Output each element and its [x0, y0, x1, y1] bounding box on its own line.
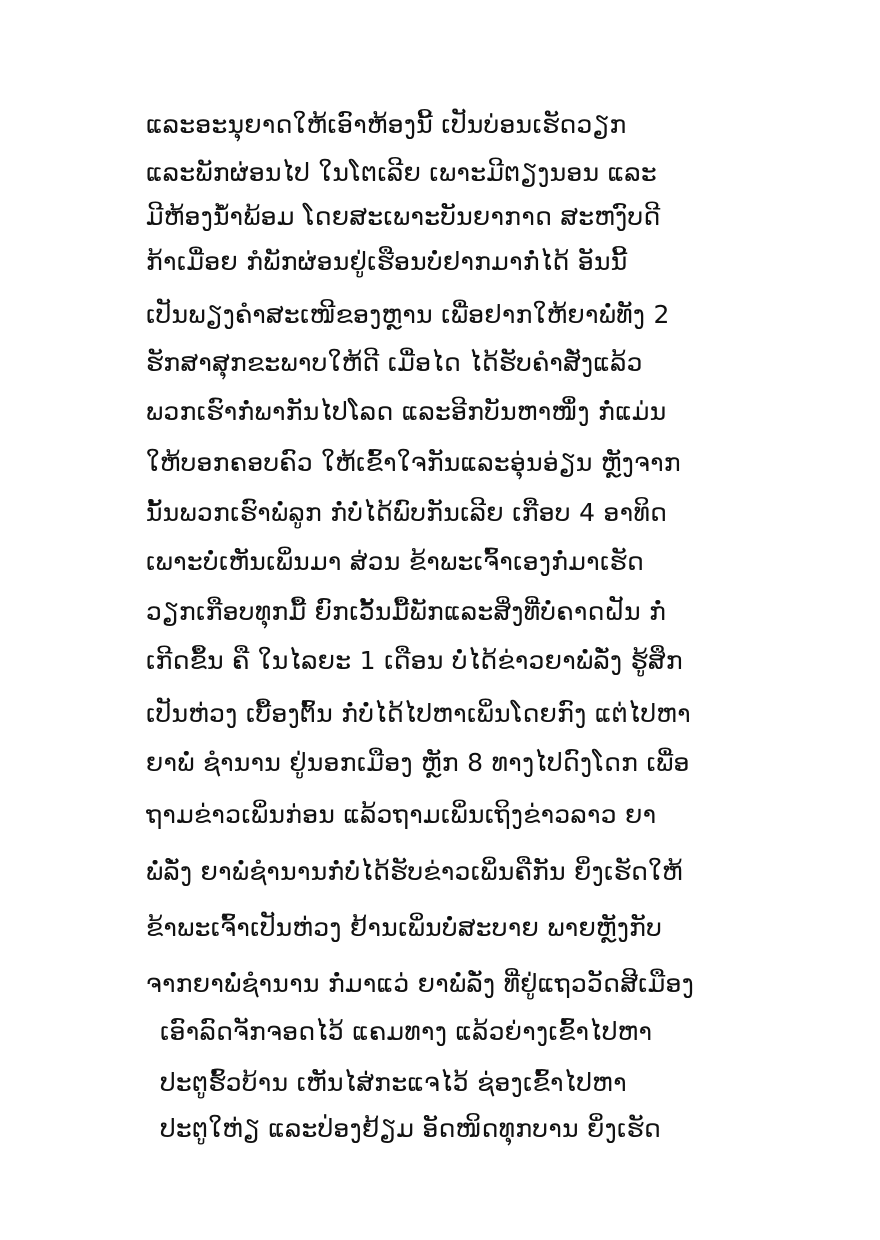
text-line: ພວກເຮົາກໍ່ພາກັນໄປໂລດ ແລະອີກບັນຫາໜຶ່ງ ກໍ່ແມ່ນ: [146, 397, 667, 426]
text-line: ເອົາລົດຈັກຈອດໄວ້ ແຄມທາງ ແລ້ວຍ່າງເຂົ້າໄປຫາ: [160, 1017, 653, 1046]
text-line: ຈາກຍາພໍ່ຊຳນານ ກໍ່ມາແວ່ ຍາພໍ່ລັ່ງ ທີ່ຢູ່ແຖວວັດສີເມືອງ: [146, 969, 695, 998]
text-line: ຍາພໍ່ ຊຳນານ ຢູ່ນອກເມືອງ ຫຼັກ 8 ທາງໄປດົງໂດກ ເພື່ອ: [146, 748, 690, 777]
text-line: ຖາມຂ່າວເພິ່ນກ່ອນ ແລ້ວຖາມເພິ່ນເຖິງຂ່າວລາວ ຍາ: [146, 800, 657, 829]
text-line: ແລະອະນຸຍາດໃຫ້ເອົາຫ້ອງນີ້ ເປັນບ່ອນເຮັດວຽກ: [146, 110, 627, 139]
text-line: ຮັກສາສຸກຂະພາບໃຫ້ດີ ເມື່ອໄດ ໄດ້ຮັບຄຳສັ່ງແລ້ວ: [146, 348, 643, 377]
text-line: ໃຫ້ບອກຄອບຄົວ ໃຫ້ເຂົ້າໃຈກັນແລະອຸ່ນອ່ຽນ ຫຼັງຈາກ: [146, 448, 681, 477]
text-line: ຂ້າພະເຈົ້າເປັນຫ່ວງ ຢ້ານເພິ່ນບໍ່ສະບາຍ ພາຍຫຼັງກັບ: [146, 913, 663, 942]
text-line: ເພາະບໍ່ເຫັນເພິ່ນມາ ສ່ວນ ຂ້າພະເຈົ້າເອງກໍ່ມາເຮັດ: [146, 547, 645, 576]
text-line: ເກີດຂຶ້ນ ຄື ໃນໄລຍະ 1 ເດືອນ ບໍ່ໄດ້ຂ່າວຍາພໍ່ລັ່ງ ຮູ້ສຶກ: [146, 646, 683, 675]
text-line: ເປັນຫ່ວງ ເບື້ອງຕົ້ນ ກໍ່ບໍ່ໄດ້ໄປຫາເພິ່ນໂດຍກົງ ແຕ່ໄປຫາ: [146, 699, 691, 728]
text-line: ວຽກເກືອບທຸກມື້ ຍົກເວັ້ນມື້ພັກແລະສິ່ງທີ່ບໍ່ຄາດຝັນ ກໍ່: [146, 597, 667, 626]
text-line: ນັ້ນພວກເຮົາພໍ່ລູກ ກໍ່ບໍ່ໄດ້ພົບກັນເລີຍ ເກືອບ 4 ອາທິດ: [146, 498, 668, 527]
text-line: ປະຕູຮົ້ວບ້ານ ເຫັນໄສ່ກະແຈໄວ້ ຊ່ອງເຂົ້າໄປຫາ: [160, 1068, 627, 1097]
text-line: ແລະພັກຜ່ອນໄປ ໃນໂຕເລີຍ ເພາະມີຕຽງນອນ ແລະ: [146, 158, 658, 187]
text-line: ກ້າເມື່ອຍ ກໍພັກຜ່ອນຢູ່ເຮືອນບໍ່ຢາກມາກໍ່ໄດ້ ອັນນີ້: [146, 247, 628, 276]
text-line: ມີຫ້ອງນ້ຳພ້ອມ ໂດຍສະເພາະບັນຍາກາດ ສະຫງົບດີ: [146, 202, 661, 231]
text-line: ເປັນພຽງຄຳສະເໜີຂອງຫຼານ ເພື່ອຢາກໃຫ້ຍາພໍ່ທັງ 2: [146, 300, 670, 329]
text-line: ພໍ່ລັ່ງ ຍາພໍ່ຊຳນານກໍ່ບໍ່ໄດ້ຮັບຂ່າວເພິ່ນຄືກັນ ຍິ່ງເຮັດໃຫ້: [146, 857, 683, 886]
text-line: ປະຕູໃຫ່ຽ ແລະປ່ອງຢ້ຽມ ອັດໜິດທຸກບານ ຍິ່ງເຮັດ: [160, 1114, 662, 1143]
